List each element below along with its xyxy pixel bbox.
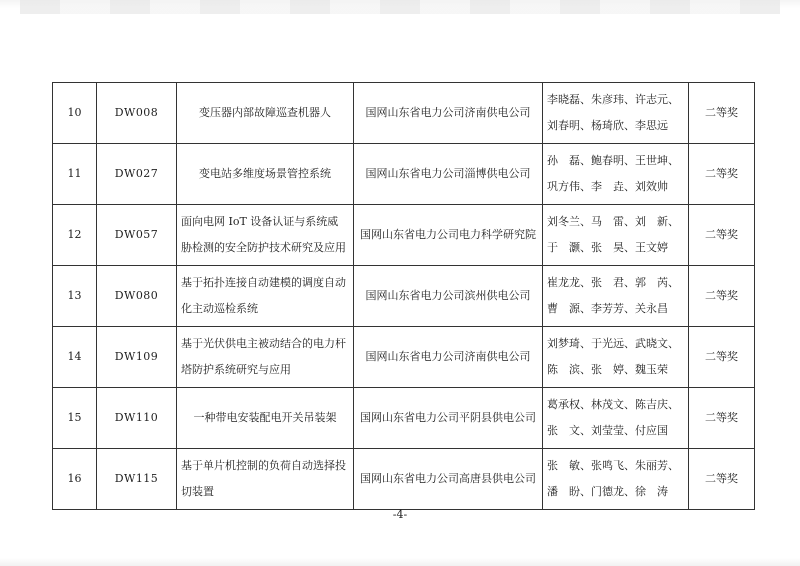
project-id: DW057	[97, 205, 177, 266]
team-members-line: 曹 源、李芳芳、关永昌	[547, 302, 668, 315]
team-members-line: 于 灏、张 昊、王文婷	[547, 241, 668, 254]
project-title: 一种带电安装配电开关吊装架	[177, 388, 354, 449]
table-row	[53, 449, 755, 510]
project-id: DW080	[97, 266, 177, 327]
team-members-line: 孙 磊、鲍春明、王世坤、	[547, 154, 679, 167]
row-number: 12	[53, 205, 97, 266]
table-row	[53, 388, 755, 449]
project-id: DW110	[97, 388, 177, 449]
table-row	[53, 205, 755, 266]
organization: 国网山东省电力公司高唐县供电公司	[354, 449, 543, 510]
project-id: DW109	[97, 327, 177, 388]
organization: 国网山东省电力公司平阴县供电公司	[354, 388, 543, 449]
awards-table	[52, 82, 755, 510]
project-title: 基于拓扑连接自动建模的调度自动化主动巡检系统	[177, 266, 354, 327]
organization: 国网山东省电力公司淄博供电公司	[354, 144, 543, 205]
row-number: 13	[53, 266, 97, 327]
prize-level: 二等奖	[689, 449, 755, 510]
project-id: DW027	[97, 144, 177, 205]
organization: 国网山东省电力公司济南供电公司	[354, 327, 543, 388]
prize-level: 二等奖	[689, 205, 755, 266]
row-number: 16	[53, 449, 97, 510]
row-number: 14	[53, 327, 97, 388]
table-row	[53, 327, 755, 388]
team-members-line: 张 敏、张鸣飞、朱丽芳、	[547, 459, 679, 472]
team-members	[543, 388, 689, 449]
team-members-line: 张 文、刘莹莹、付应国	[547, 424, 668, 437]
prize-level: 二等奖	[689, 83, 755, 144]
organization: 国网山东省电力公司济南供电公司	[354, 83, 543, 144]
scan-top-edge	[20, 0, 780, 14]
team-members	[543, 266, 689, 327]
project-id: DW115	[97, 449, 177, 510]
prize-level: 二等奖	[689, 266, 755, 327]
row-number: 11	[53, 144, 97, 205]
team-members	[543, 144, 689, 205]
team-members-line: 刘梦琦、于光远、武晓文、	[547, 337, 679, 350]
project-title: 基于单片机控制的负荷自动选择投切装置	[177, 449, 354, 510]
team-members-line: 巩方伟、李 垚、刘效帅	[547, 180, 668, 193]
team-members-line: 李晓磊、朱彦玮、许志元、	[547, 93, 679, 106]
prize-level: 二等奖	[689, 327, 755, 388]
project-title: 变压器内部故障巡查机器人	[177, 83, 354, 144]
team-members-line: 葛承权、林茂文、陈吉庆、	[547, 398, 679, 411]
organization: 国网山东省电力公司电力科学研究院	[354, 205, 543, 266]
team-members	[543, 83, 689, 144]
prize-level: 二等奖	[689, 388, 755, 449]
row-number: 15	[53, 388, 97, 449]
team-members-line: 刘冬兰、马 雷、刘 新、	[547, 215, 679, 228]
project-id: DW008	[97, 83, 177, 144]
team-members-line: 崔龙龙、张 君、郭 芮、	[547, 276, 679, 289]
table-row	[53, 266, 755, 327]
team-members-line: 刘春明、杨琦欣、李思远	[547, 119, 668, 132]
team-members-line: 潘 盼、门德龙、徐 涛	[547, 485, 668, 498]
project-title: 变电站多维度场景管控系统	[177, 144, 354, 205]
row-number: 10	[53, 83, 97, 144]
table-row	[53, 144, 755, 205]
awards-table-body	[53, 83, 755, 510]
table-row	[53, 83, 755, 144]
project-title: 面向电网 IoT 设备认证与系统威胁检测的安全防护技术研究及应用	[177, 205, 354, 266]
team-members	[543, 449, 689, 510]
organization: 国网山东省电力公司滨州供电公司	[354, 266, 543, 327]
page-number: -4-	[392, 508, 408, 521]
team-members	[543, 327, 689, 388]
team-members	[543, 205, 689, 266]
team-members-line: 陈 滨、张 婷、魏玉荣	[547, 363, 668, 376]
prize-level: 二等奖	[689, 144, 755, 205]
project-title: 基于光伏供电主被动结合的电力杆塔防护系统研究与应用	[177, 327, 354, 388]
